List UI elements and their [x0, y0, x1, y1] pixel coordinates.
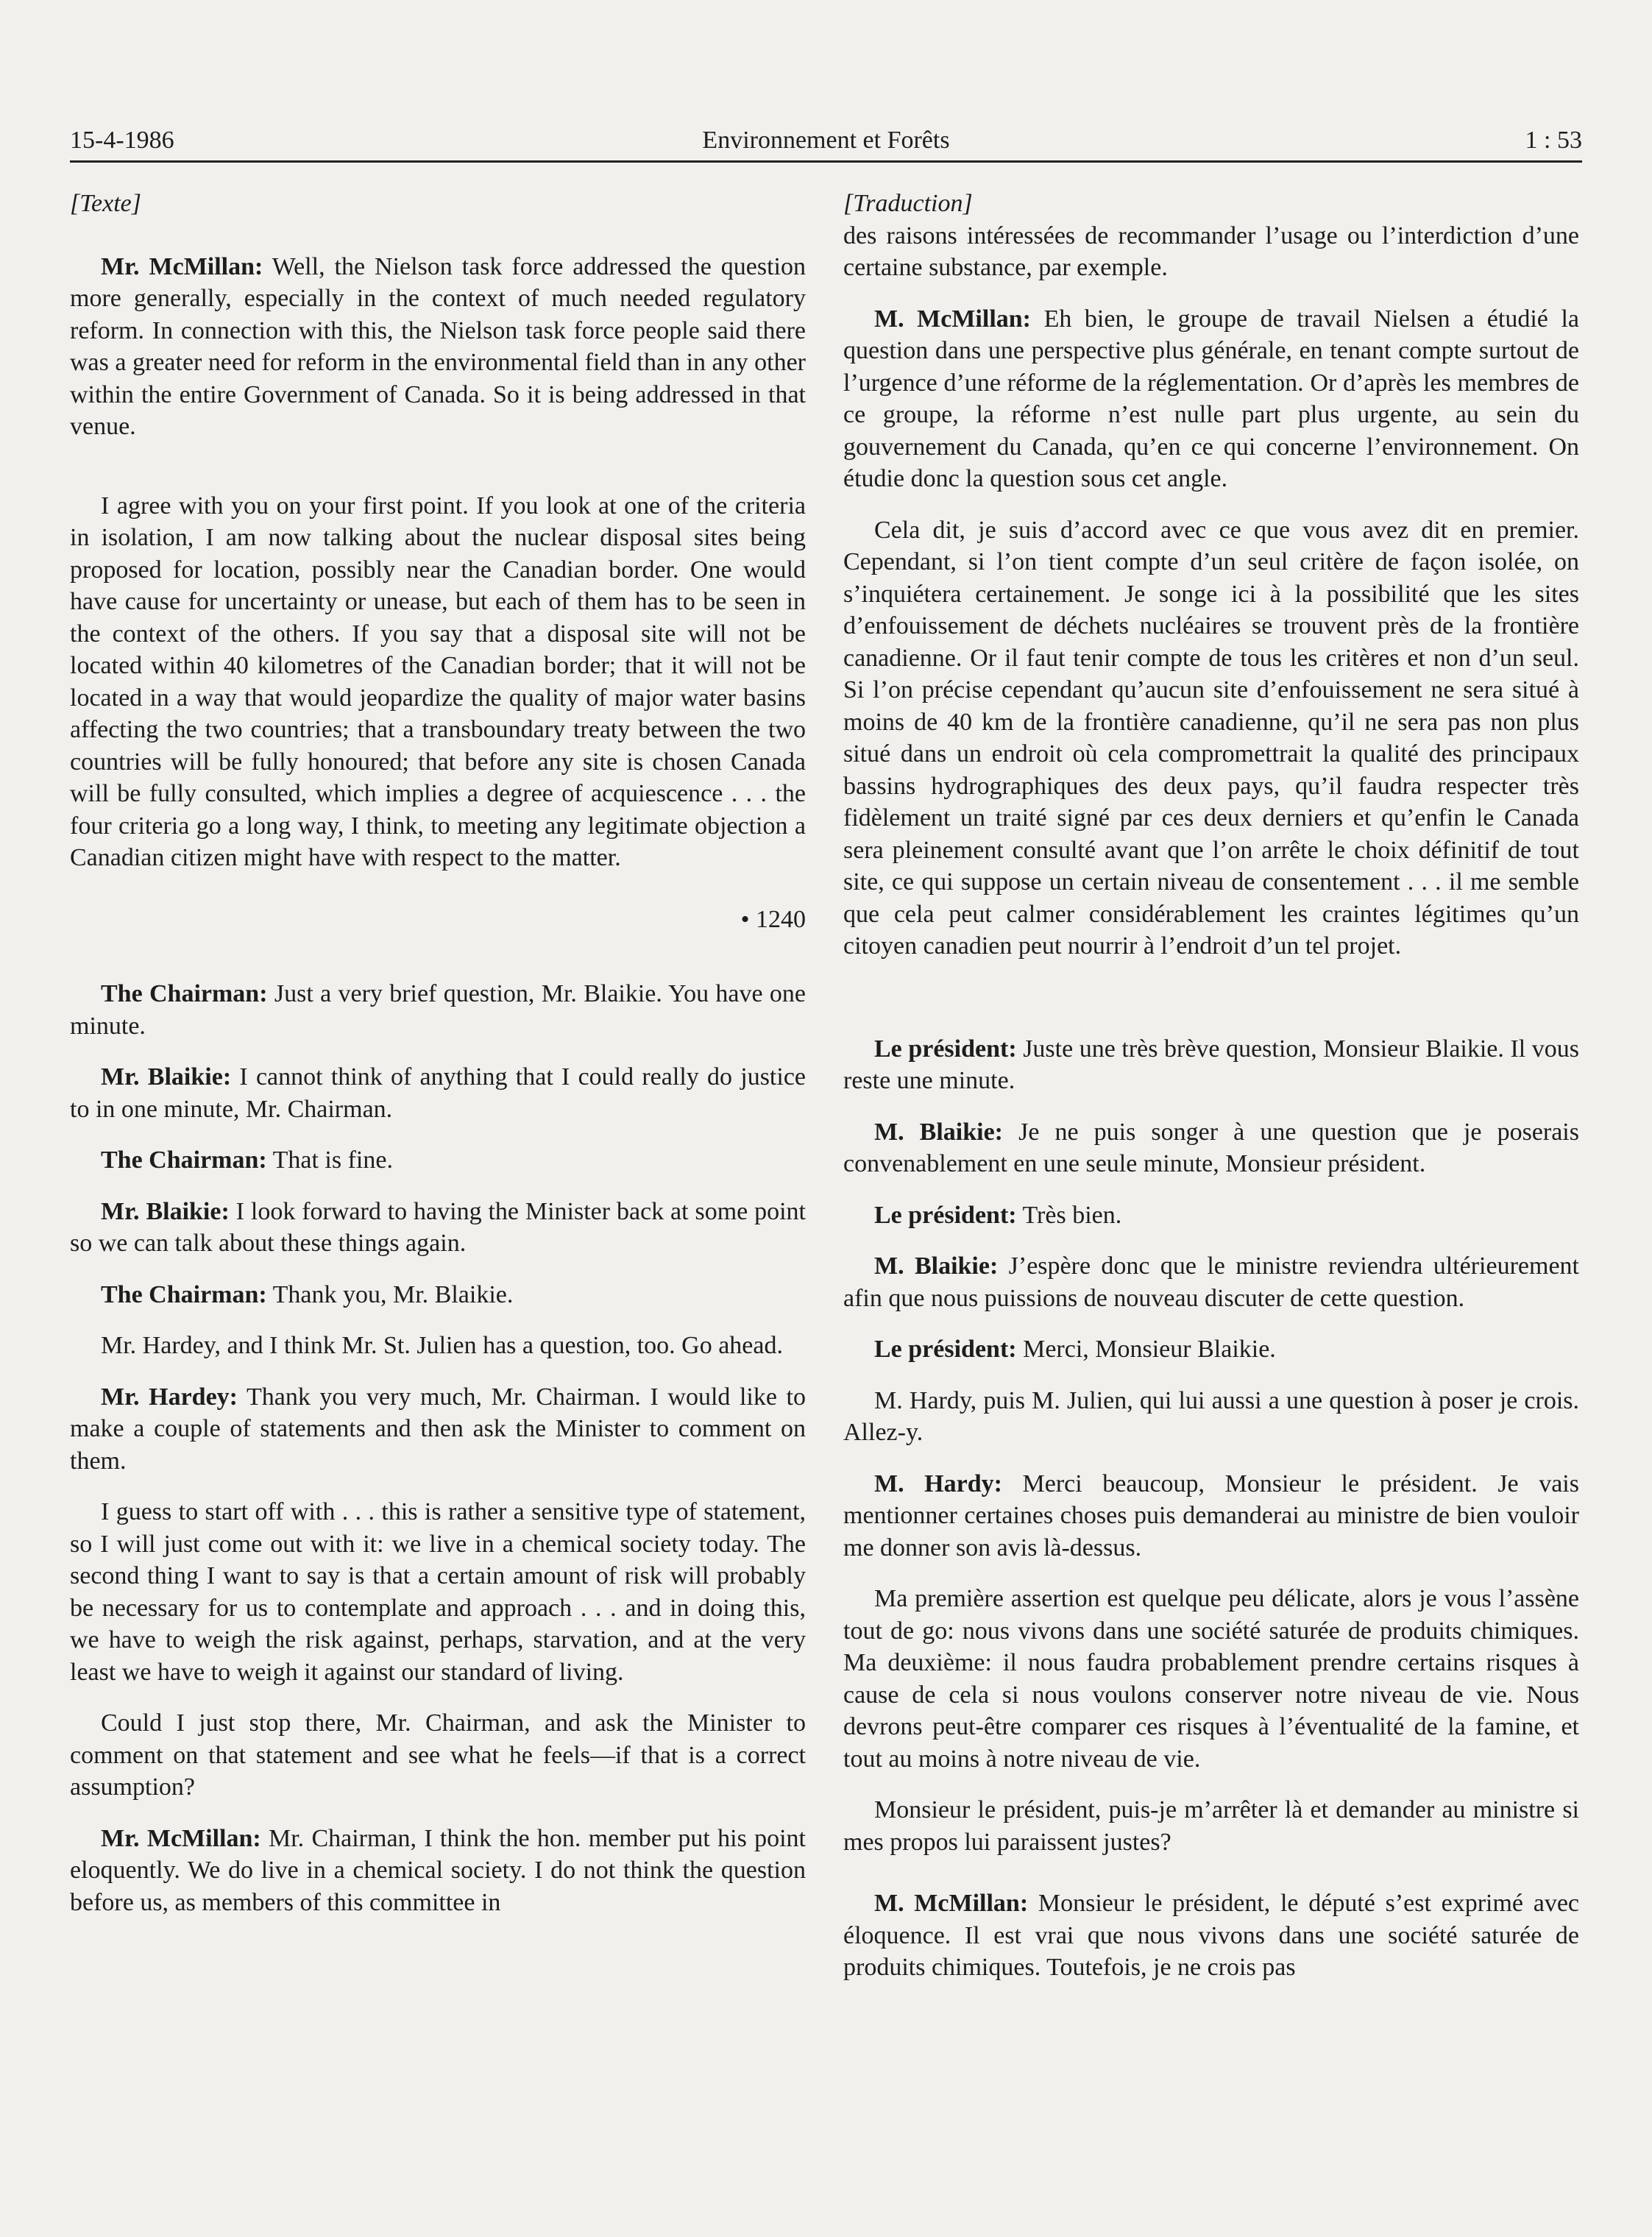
paragraph [70, 1381, 806, 1478]
paragraph [70, 1707, 806, 1804]
paragraph [843, 1199, 1579, 1232]
paragraph [843, 1794, 1579, 1858]
paragraph [843, 1468, 1579, 1564]
speech-text: Juste une très brève question, Monsieur Blaikie. Il vous reste une minute. [843, 1035, 1579, 1094]
paragraph [843, 514, 1579, 962]
speaker: Le président: [874, 1035, 1017, 1063]
speech-text: Cela dit, je suis d’accord avec ce que vous avez dit en premier. Cependant, si l’on tient compte d’un seul critère de façon isolée, on s’inquiétera certainement. Je songe ici à la possibilité que les sites d’enfouissement de déchets nucléaires se trouvent près de la frontière canadienne. Or il faut tenir compte de tous les critères et non d’un seul. Si l’on précise cependant qu’aucun site d’enfouissement ne sera situé à moins de 40 km de la frontière canadienne, qu’il ne sera pas non plus situé dans un endroit où cela compromettrait la qualité des principaux bassins hydrographiques des deux pays, qu’il faudra respecter très fidèlement un traité signé par ces deux derniers et qu’enfin le Canada sera pleinement consulté avant que l’on arrête le choix définitif de tout site, ce qui suppose un certain niveau de consentement . . . il me semble que cela peut calmer considérablement les craintes légitimes qu’un citoyen canadien peut nourrir à l’endroit d’un tel projet. [843, 516, 1579, 960]
paragraph [70, 1823, 806, 1919]
paragraph [70, 1144, 806, 1177]
speech-text: des raisons intéressées de recommander l’usage ou l’interdiction d’une certaine substance, par exemple. [843, 221, 1579, 281]
speech-text: Merci beaucoup, Monsieur le président. Je vais mentionner certaines choses puis demanderai au ministre de bien vouloir me donner son avis là-dessus. [843, 1470, 1579, 1561]
paragraph [70, 251, 806, 443]
paragraph [843, 1333, 1579, 1366]
speaker: M. Blaikie: [874, 1118, 1004, 1146]
speaker: Mr. McMillan: [101, 252, 263, 280]
speaker: Le président: [874, 1336, 1017, 1363]
speaker: Le président: [874, 1201, 1017, 1229]
speech-text: Monsieur le président, puis-je m’arrêter là et demander au ministre si mes propos lui paraissent justes? [843, 1796, 1579, 1856]
header-page-number: 1 : 53 [1525, 127, 1582, 154]
paragraph [70, 978, 806, 1042]
speech-text: Thank you, Mr. Blaikie. [266, 1280, 514, 1308]
speaker: Mr. McMillan: [101, 1824, 261, 1852]
paragraph [843, 220, 1579, 284]
paragraph [843, 1116, 1579, 1180]
language-label-texte: [Texte] [70, 190, 141, 217]
speaker: M. McMillan: [874, 1890, 1029, 1917]
paragraph [843, 1583, 1579, 1775]
paragraph [70, 1196, 806, 1260]
speech-text: J’espère donc que le ministre reviendra ultérieurement afin que nous puissions de nouveau discuter de cette question. [843, 1252, 1579, 1312]
speech-text: That is fine. [266, 1146, 393, 1174]
paragraph [70, 1279, 806, 1311]
paragraph [70, 490, 806, 874]
speech-text: I guess to start off with . . . this is rather a sensitive type of statement, so I will just come out with it: we live in a chemical society today. The second thing I want to say is that a certain amount of risk will probably be necessary for us to contemplate and approach . . . and in doing this, we have to weigh the risk against, perhaps, starvation, and at the very least we have to weigh it against our standard of living. [70, 1498, 806, 1686]
paragraph [70, 1330, 806, 1362]
time-marker: • 1240 [740, 905, 806, 933]
speaker: The Chairman: [101, 1146, 267, 1174]
paragraph [70, 1061, 806, 1125]
paragraph [70, 1496, 806, 1688]
speech-text: Just a very brief question, Mr. Blaikie. You have one minute. [70, 980, 806, 1040]
header-title: Environnement et Forêts [702, 127, 950, 154]
speech-text: Ma première assertion est quelque peu délicate, alors je vous l’assène tout de go: nous vivons dans une société saturée de produits chimiques. Ma deuxième: il nous faudra probablement prendre certains risques à cause de cela si nous voulons conserver notre niveau de vie. Nous devrons peut-être comparer ces risques à l’éventualité de la famine, et tout au moins à notre niveau de vie. [843, 1585, 1579, 1773]
speaker: Mr. Blaikie: [101, 1197, 230, 1225]
speaker: Mr. Blaikie: [101, 1063, 232, 1091]
language-label-traduction: [Traduction] [843, 190, 973, 217]
paragraph [843, 303, 1579, 495]
french-column [843, 188, 1579, 2003]
paragraph [843, 1385, 1579, 1449]
english-column [70, 188, 806, 1938]
speech-text: I agree with you on your first point. If you look at one of the criteria in isolation, I am now talking about the nuclear disposal sites being proposed for location, possibly near the Canadian border. One would have cause for uncertainty or unease, but each of them has to be seen in the context of the others. If you say that a disposal site will not be located within 40 kilometres of the Canadian border; that it will not be located in a way that would jeopardize the quality of major water basins affecting the two countries; that a transboundary treaty between the two countries will be fully honoured; that before any site is chosen Canada will be fully consulted, which implies a degree of acquiescence . . . the four criteria go a long way, I think, to meeting any legitimate objection a Canadian citizen might have with respect to the matter. [70, 492, 806, 871]
speech-text: Très bien. [1016, 1201, 1122, 1229]
paragraph [843, 1033, 1579, 1097]
speech-text: Well, the Nielson task force addressed the question more generally, especially in the context of much needed regulatory reform. In connection with this, the Nielson task force people said there was a greater need for reform in the environmental field than in any other within the entire Government of Canada. So it is being addressed in that venue. [70, 252, 806, 440]
header-date: 15-4-1986 [70, 127, 174, 154]
running-header [70, 118, 1582, 163]
speech-text: I cannot think of anything that I could really do justice to in one minute, Mr. Chairman. [70, 1063, 806, 1123]
speech-text: Thank you very much, Mr. Chairman. I would like to make a couple of statements and then ask the Minister to comment on them. [70, 1383, 806, 1475]
speaker: Mr. Hardey: [101, 1383, 238, 1411]
speech-text: I look forward to having the Minister back at some point so we can talk about these things again. [70, 1197, 806, 1257]
speaker: The Chairman: [101, 1280, 267, 1308]
paragraph [843, 1250, 1579, 1314]
speaker: M. Blaikie: [874, 1252, 999, 1280]
speech-text: Mr. Hardey, and I think Mr. St. Julien has a question, too. Go ahead. [101, 1332, 783, 1359]
speaker: M. McMillan: [874, 305, 1032, 333]
paragraph [843, 1887, 1579, 1984]
speaker: The Chairman: [101, 980, 268, 1007]
speaker: M. Hardy: [874, 1470, 1002, 1497]
speech-text: Mr. Chairman, I think the hon. member put his point eloquently. We do live in a chemical society. I do not think the question before us, as members of this committee in [70, 1824, 806, 1916]
speech-text: M. Hardy, puis M. Julien, qui lui aussi a une question à poser je crois. Allez-y. [843, 1386, 1579, 1446]
speech-text: Merci, Monsieur Blaikie. [1016, 1336, 1276, 1363]
speech-text: Eh bien, le groupe de travail Nielsen a étudié la question dans une perspective plus générale, en tenant compte surtout de l’urgence d’une réforme de la réglementation. Or d’après les membres de ce groupe, la réforme n’est nulle part plus urgente, au sein du gouvernement du Canada, qu’en ce qui concerne l’environnement. On étudie donc la question sous cet angle. [843, 305, 1579, 492]
speech-text: Could I just stop there, Mr. Chairman, and ask the Minister to comment on that statement and see what he feels—if that is a correct assumption? [70, 1709, 806, 1801]
speech-text: Monsieur le président, le député s’est exprimé avec éloquence. Il est vrai que nous vivons dans une société saturée de produits chimiques. Toutefois, je ne crois pas [843, 1890, 1579, 1981]
speech-text: Je ne puis songer à une question que je poserais convenablement en une seule minute, Monsieur président. [843, 1118, 1579, 1177]
